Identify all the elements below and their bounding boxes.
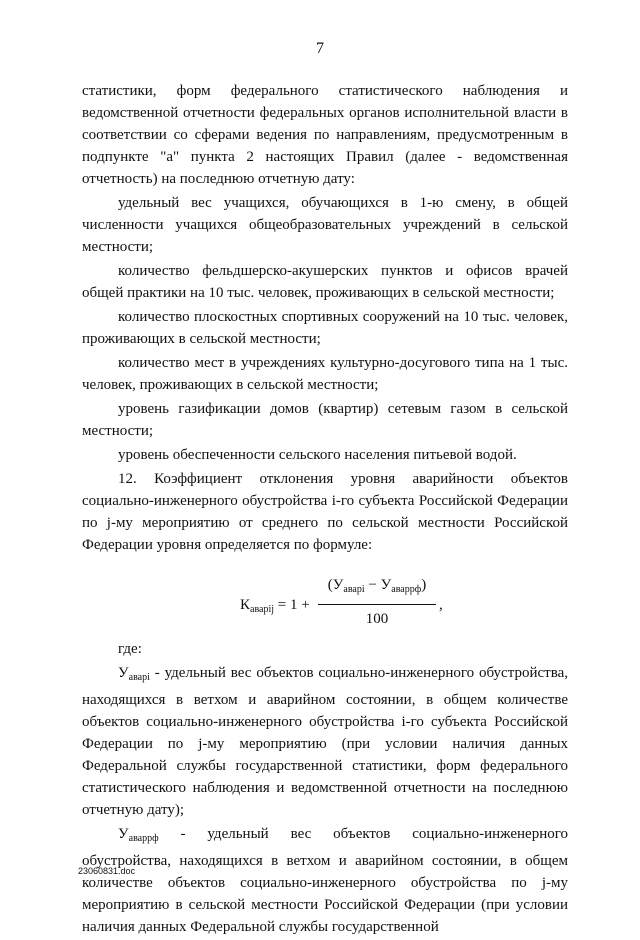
definition-subscript: аваррф xyxy=(128,833,159,844)
definition-subscript: аварi xyxy=(128,672,150,683)
page-number: 7 xyxy=(316,40,324,57)
list-paragraph: количество плоскостных спортивных сооружений на 10 тыс. человек, проживающих в сельской местности; xyxy=(82,309,568,347)
formula-comma: , xyxy=(439,597,443,613)
definition-text: - удельный вес объектов социально-инженерного обустройства, находящихся в ветхом и аварийном состоянии, в общем количестве объектов социально-инженерного обустройства по j-му мероприятию в сельской местности Российской Федерации (при условии наличия данных Федеральной службы государственной xyxy=(82,826,568,935)
definition-symbol: У xyxy=(118,665,129,681)
paragraph: статистики, форм федерального статистического наблюдения и ведомственной отчетности федеральных органов исполнительной власти в соответствии со сферами ведения по направлениям, предусмотренным в подпункте "а" пункта 2 настоящих Правил (далее - ведомственная отчетность) на последнюю отчетную дату: xyxy=(82,83,568,187)
clause-12-paragraph: 12. Коэффициент отклонения уровня аварийности объектов социально-инженерного обустройства i-го субъекта Российской Федерации по j-му мероприятию от среднего по сельской местности Российской Федерации уровня определяется по формуле: xyxy=(82,471,568,553)
formula xyxy=(82,572,568,632)
formula-subscript: аварij xyxy=(250,604,275,615)
definition-symbol: У xyxy=(118,826,129,842)
list-paragraph: удельный вес учащихся, обучающихся в 1-ю смену, в общей численности учащихся общеобразовательных учреждений в сельской местности; xyxy=(82,195,568,255)
where-label: где: xyxy=(118,641,142,657)
definition-text: - удельный вес объектов социально-инженерного обустройства, находящихся в ветхом и аварийном состоянии, в общем количестве объектов социально-инженерного обустройства i-го субъекта Российской Федерации по j-му мероприятию (при условии наличия данных Федеральной службы государственной статистики, форм федерального статистического наблюдения и ведомственной отчетности на последнюю отчетную дату); xyxy=(82,665,568,818)
definition-paragraph xyxy=(82,823,568,938)
numerator-subscript-1: аварi xyxy=(343,584,365,595)
formula-fraction xyxy=(318,574,436,630)
numerator-subscript-2: аваррф xyxy=(391,584,422,595)
list-paragraph: количество фельдшерско-акушерских пунктов и офисов врачей общей практики на 10 тыс. человек, проживающих в сельской местности; xyxy=(82,263,568,301)
formula-denominator: 100 xyxy=(365,611,389,627)
numerator-close: ) xyxy=(421,577,427,593)
definition-paragraph xyxy=(82,662,568,821)
list-paragraph: количество мест в учреждениях культурно-досугового типа на 1 тыс. человек, проживающих в сельской местности; xyxy=(82,355,568,393)
list-paragraph: уровень газификации домов (квартир) сетевым газом в сельской местности; xyxy=(82,401,568,439)
formula-lhs xyxy=(240,594,310,621)
footer-filename: 23060831.doc xyxy=(78,866,136,876)
numerator-minus: − У xyxy=(364,577,392,593)
formula-equals: = 1 + xyxy=(277,597,310,613)
list-paragraph: уровень обеспеченности сельского населения питьевой водой. xyxy=(118,447,517,463)
numerator-open: (У xyxy=(327,577,344,593)
formula-symbol: К xyxy=(240,597,251,613)
document-body xyxy=(82,80,568,940)
formula-numerator xyxy=(318,574,436,605)
